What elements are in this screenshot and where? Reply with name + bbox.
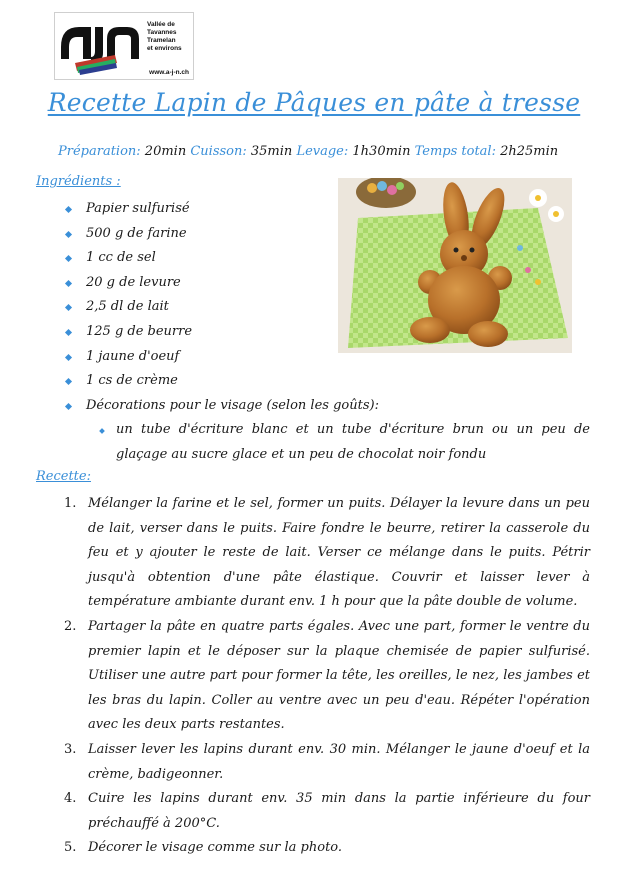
step-number: 5. (64, 840, 77, 856)
rise-value: 1h30min (352, 144, 411, 159)
recipe-times (58, 144, 558, 159)
bullet-icon (65, 255, 72, 262)
ajn-logo-icon (57, 17, 145, 77)
list-item: 1 cc de sel (62, 246, 379, 271)
list-item: 20 g de levure (62, 271, 379, 296)
list-item: 2. Partager la pâte en quatre parts égales. Avec une part, former le ventre du premier lapin et le déposer sur la plaque chemisée de papier sulfurisé. Utiliser une autre part pour former la tête, les oreilles, le nez, les jambes et les bras du lapin. Coller au ventre avec un peu d'eau. Répéter l'opération avec les deux parts restantes. (62, 615, 590, 738)
prep-label: Préparation: (58, 144, 141, 159)
list-item: 2,5 dl de lait (62, 295, 379, 320)
list-item: 1. Mélanger la farine et le sel, former un puits. Délayer la levure dans un peu de lait, verser dans le puits. Faire fondre le beurre, retirer la casserole du feu et y ajouter le reste de lait. Verser ce mélange dans le puits. Pétrir jusqu'à obtention d'une pâte élastique. Couvrir et laisser lever à température ambiante durant env. 1 h pour que la pâte double de volume. (62, 492, 590, 615)
list-item: 500 g de farine (62, 222, 379, 247)
decoration-sub-item: un tube d'écriture blanc et un tube d'écriture brun ou un peu de glaçage au sucre glace et un peu de chocolat noir fondu (90, 418, 590, 467)
rise-label: Levage: (296, 144, 349, 159)
step-number: 1. (64, 496, 77, 511)
bullet-icon (65, 206, 72, 213)
list-item: Décorations pour le visage (selon les goûts): (62, 394, 379, 419)
recipe-steps (62, 492, 590, 861)
logo (54, 12, 194, 80)
logo-region-text: Vallée de Tavannes Tramelan et environs (147, 21, 182, 52)
ingredients-heading: Ingrédients : (36, 174, 121, 189)
bullet-icon (65, 354, 72, 361)
bullet-icon (65, 231, 72, 238)
list-item: 1 cs de crème (62, 369, 379, 394)
list-item: 1 jaune d'oeuf (62, 345, 379, 370)
list-item: 5. Décorer le visage comme sur la photo. (62, 836, 590, 861)
logo-url[interactable]: www.a-j-n.ch (149, 69, 189, 76)
cook-value: 35min (250, 144, 293, 159)
bullet-icon (65, 304, 72, 311)
bullet-icon (65, 403, 72, 410)
prep-value: 20min (144, 144, 187, 159)
list-item: 125 g de beurre (62, 320, 379, 345)
cook-label: Cuisson: (190, 144, 247, 159)
page-title: Recette Lapin de Pâques en pâte à tresse (47, 88, 581, 117)
list-item: 4. Cuire les lapins durant env. 35 min dans la partie inférieure du four préchauffé à 200°C. (62, 787, 590, 836)
bullet-icon (99, 428, 105, 434)
bunny-bread-photo (338, 178, 572, 353)
step-number: 3. (64, 741, 77, 757)
total-value: 2h25min (500, 144, 559, 159)
recipe-heading: Recette: (36, 469, 91, 484)
total-label: Temps total: (414, 144, 496, 159)
bullet-icon (65, 280, 72, 287)
list-item: Papier sulfurisé (62, 197, 379, 222)
bunny-bread-illustration (338, 178, 572, 353)
step-number: 4. (64, 791, 77, 807)
bullet-icon (65, 378, 72, 385)
ingredients-list (62, 197, 379, 418)
step-number: 2. (64, 618, 77, 634)
bullet-icon (65, 329, 72, 336)
list-item: 3. Laisser lever les lapins durant env. 30 min. Mélanger le jaune d'oeuf et la crème, badigeonner. (62, 738, 590, 787)
